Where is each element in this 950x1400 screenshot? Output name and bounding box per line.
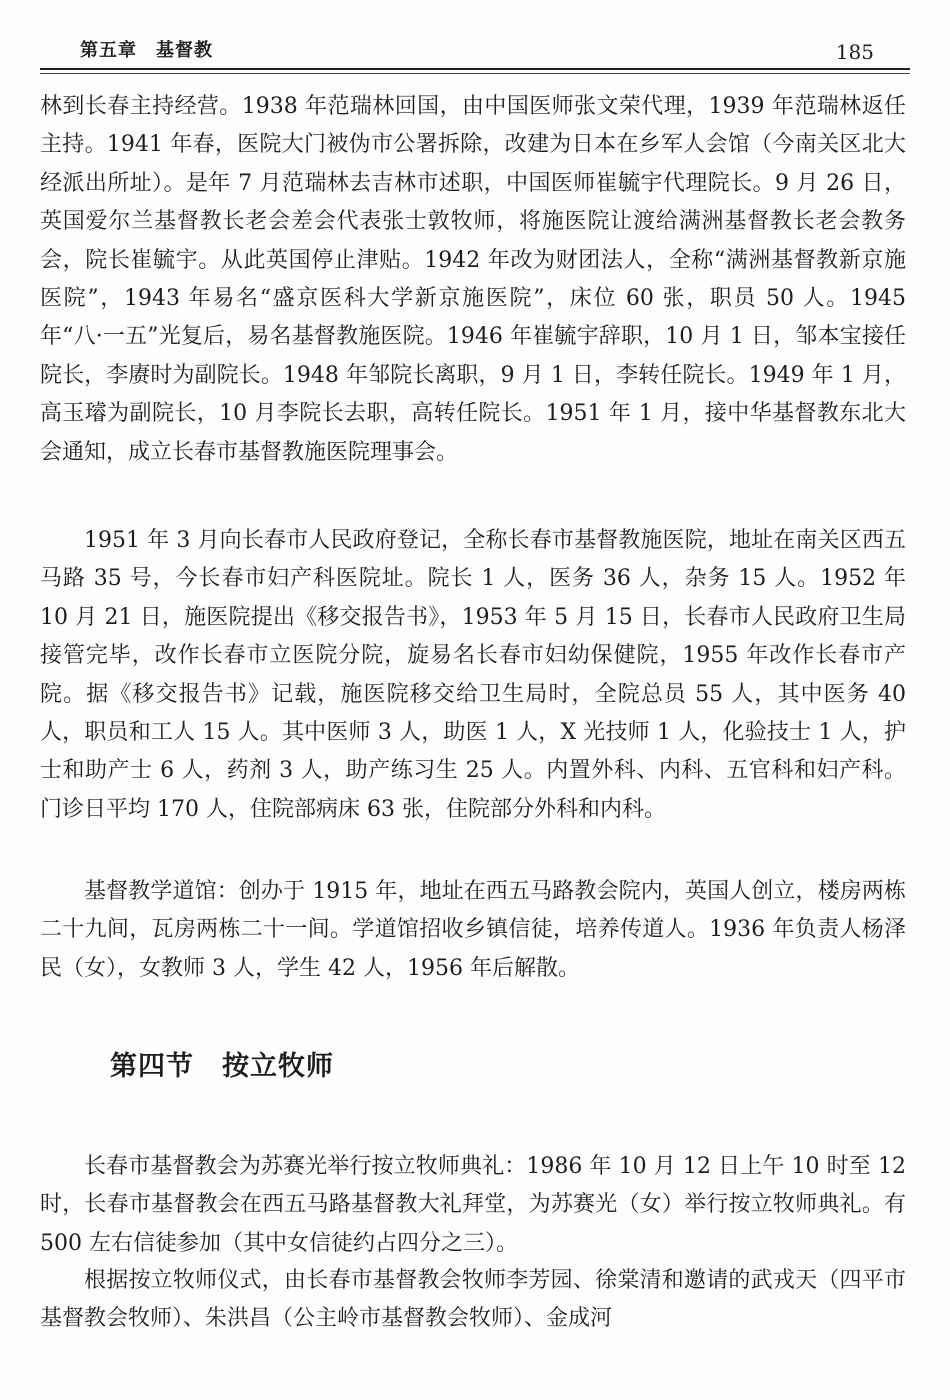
chapter-title: 第五章 基督教 — [80, 40, 213, 61]
paragraph-ordination-rite: 根据按立牧师仪式，由长春市基督教会牧师李芳园、徐棠清和邀请的武戎天（四平市基督教会牧师）、朱洪昌（公主岭市基督教会牧师）、金成河 — [40, 1268, 906, 1332]
section-heading: 第四节 按立牧师 — [110, 1051, 334, 1082]
paragraph-hospital-history: 林到长春主持经营。1938 年范瑞林回国，由中国医师张文荣代理，1939 年范瑞林返任主持。1941 年春，医院大门被伪市公署拆除，改建为日本在乡军人会馆（今南关区北大经派出所址）。是年 7 月范瑞林去吉林市述职，中国医师崔毓宇代理院长。9 月 26 日，英国爱尔兰基督教长老会差会代表张士敦牧师，将施医院让渡给满洲基督教长老会教务会，院长崔毓宇。从此英国停止津贴。1942 年改为财团法人，全称“满洲基督教新京施医院”，1943 年易名“盛京医科大学新京施医院”，床位 60 张，职员 50 人。1945 年“八·一五”光复后，易名基督教施医院。1946 年崔毓宇辞职，10 月 1 日，邹本宝接任院长，李赓时为副院长。1948 年邹院长离职，9 月 1 日，李转任院长。1949 年 1 月，高玉璿为副院长，10 月李院长去职，高转任院长。1951 年 1 月，接中华基督教东北大会通知，成立长春市基督教施医院理事会。 — [40, 94, 906, 465]
running-header — [40, 36, 910, 70]
paragraph-bible-school: 基督教学道馆：创办于 1915 年，地址在西五马路教会院内，英国人创立，楼房两栋二十九间，瓦房两栋二十一间。学道馆招收乡镇信徒，培养传道人。1936 年负责人杨泽民（女），女教师 3 人，学生 42 人，1956 年后解散。 — [40, 879, 906, 981]
page-number: 185 — [835, 40, 874, 64]
header-rule — [40, 68, 910, 70]
header-rule-secondary — [40, 73, 910, 74]
paragraph-ordination-ceremony: 长春市基督教会为苏赛光举行按立牧师典礼：1986 年 10 月 12 日上午 10 时至 12 时，长春市基督教会在西五马路基督教大礼拜堂，为苏赛光（女）举行按立牧师典礼。有 500 左右信徒参加（其中女信徒约占四分之三）。 — [40, 1154, 906, 1256]
paragraph-hospital-handover: 1951 年 3 月向长春市人民政府登记，全称长春市基督教施医院，地址在南关区西五马路 35 号，今长春市妇产科医院址。院长 1 人，医务 36 人，杂务 15 人。1952 年 10 月 21 日，施医院提出《移交报告书》，1953 年 5 月 15 日，长春市人民政府卫生局接管完毕，改作长春市立医院分院，旋易名长春市妇幼保健院，1955 年改作长春市产院。据《移交报告书》记载，施医院移交给卫生局时，全院总员 55 人，其中医务 40 人，职员和工人 15 人。其中医师 3 人，助医 1 人，X 光技师 1 人，化验技士 1 人，护士和助产士 6 人，药剂 3 人，助产练习生 25 人。内置外科、内科、五官科和妇产科。门诊日平均 170 人，住院部病床 63 张，住院部分外科和内科。 — [40, 528, 906, 822]
